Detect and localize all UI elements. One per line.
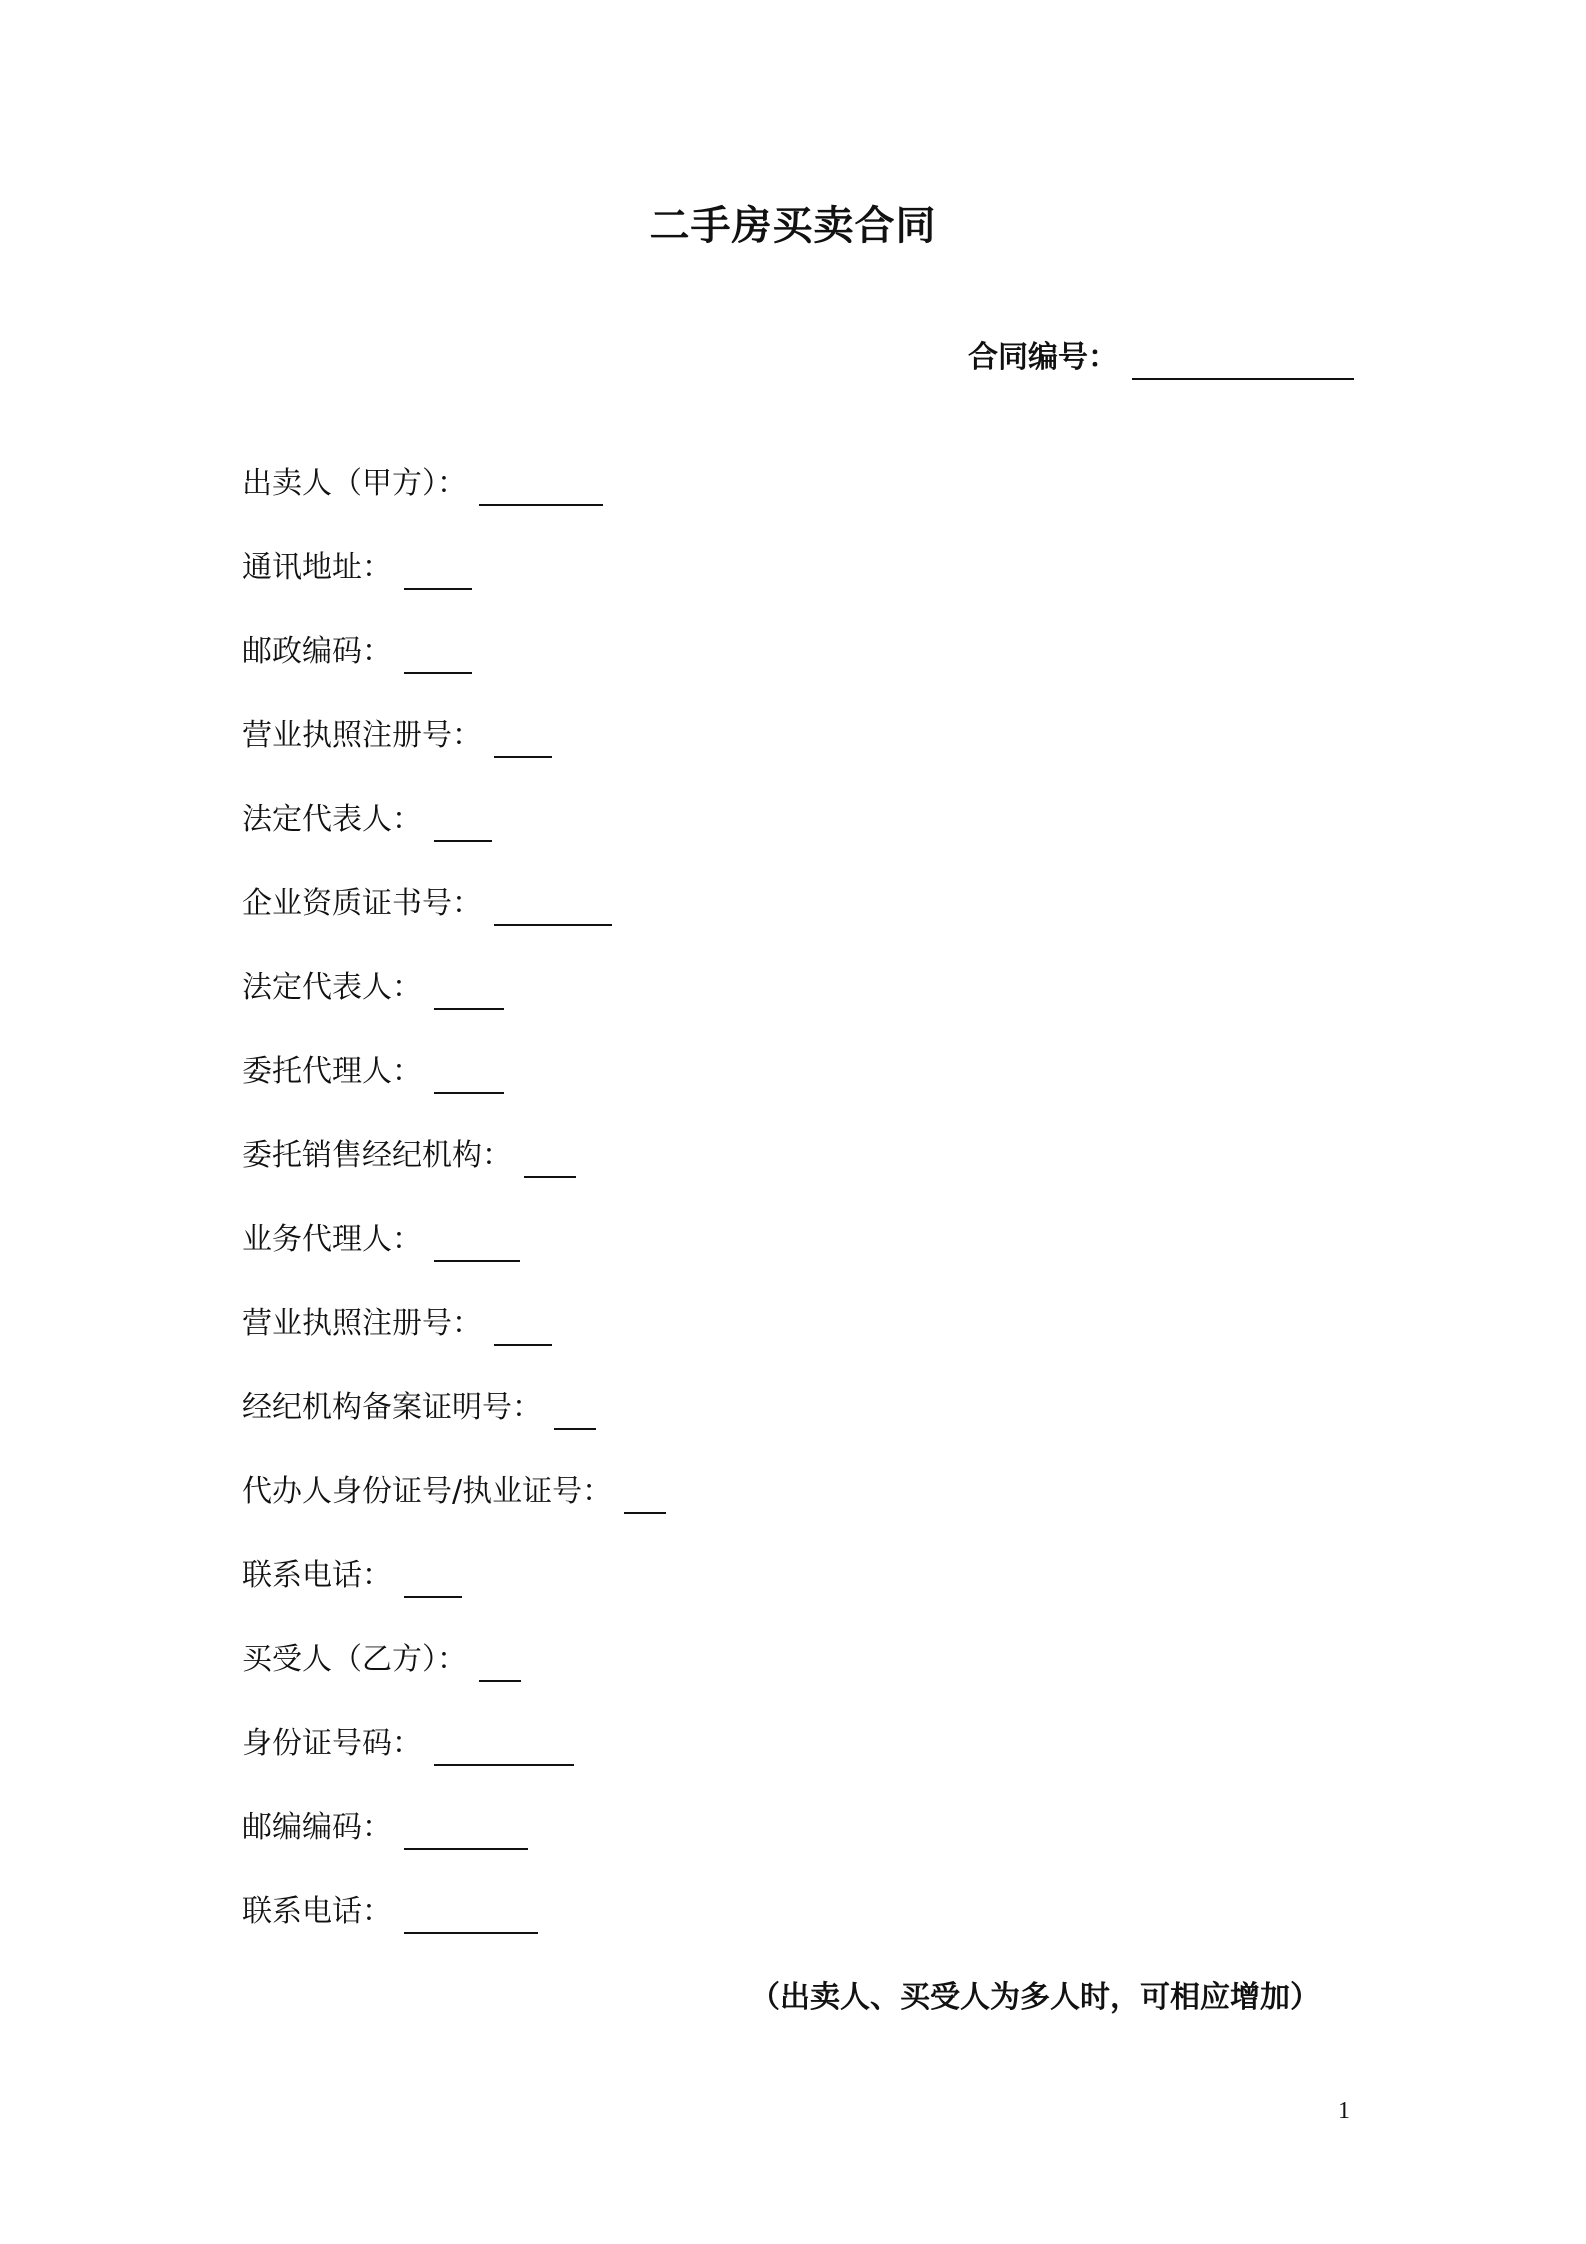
field-label: 法定代表人： [242,970,422,1005]
document-title: 二手房买卖合同 [649,203,937,249]
field-blank[interactable] [404,1562,462,1598]
field-blank[interactable] [404,638,472,674]
field-label: 营业执照注册号： [242,1306,482,1341]
field-label: 营业执照注册号： [242,718,482,753]
business-license-field-2 [242,1302,1342,1386]
field-blank[interactable] [494,1310,552,1346]
field-label: 企业资质证书号： [242,886,482,921]
field-blank[interactable] [434,1730,574,1766]
field-label: 出卖人（甲方）： [242,466,467,501]
buyer-phone-field [242,1890,1342,1974]
field-label: 通讯地址： [242,550,392,585]
qualification-certificate-field [242,882,1342,966]
contract-number-blank[interactable] [1132,344,1354,380]
field-label: 经纪机构备案证明号： [242,1390,542,1425]
field-blank[interactable] [434,1058,504,1094]
field-blank[interactable] [479,470,603,506]
business-license-field [242,714,1342,798]
field-blank[interactable] [479,1646,521,1682]
field-label: 委托代理人： [242,1054,422,1089]
field-label: 邮政编码： [242,634,392,669]
field-blank[interactable] [434,806,492,842]
buyer-postcode-field [242,1806,1342,1890]
seller-address-field [242,546,1342,630]
field-blank[interactable] [554,1394,596,1430]
agent-id-field [242,1470,1342,1554]
page-number: 1 [1338,2098,1350,2124]
field-blank[interactable] [624,1478,666,1514]
sales-brokerage-field [242,1134,1342,1218]
field-label: 委托销售经纪机构： [242,1138,512,1173]
field-blank[interactable] [494,722,552,758]
seller-postcode-field [242,630,1342,714]
field-blank[interactable] [434,1226,520,1262]
field-blank[interactable] [524,1142,576,1178]
field-blank[interactable] [404,554,472,590]
field-label: 代办人身份证号/执业证号： [242,1474,613,1509]
party-fields [242,462,1342,1974]
buyer-field [242,1638,1342,1722]
field-label: 法定代表人： [242,802,422,837]
field-label: 买受人（乙方）： [242,1642,467,1677]
field-blank[interactable] [434,974,504,1010]
legal-representative-field [242,798,1342,882]
multiple-parties-note: （出卖人、买受人为多人时，可相应增加） [750,1980,1320,2015]
field-label: 联系电话： [242,1894,392,1929]
business-agent-field [242,1218,1342,1302]
seller-phone-field [242,1554,1342,1638]
contract-number-label: 合同编号： [968,340,1118,375]
brokerage-filing-field [242,1386,1342,1470]
field-label: 联系电话： [242,1558,392,1593]
authorized-agent-field [242,1050,1342,1134]
legal-representative-field-2 [242,966,1342,1050]
seller-field [242,462,1342,546]
field-label: 业务代理人： [242,1222,422,1257]
field-blank[interactable] [494,890,612,926]
field-label: 邮编编码： [242,1810,392,1845]
field-blank[interactable] [404,1898,538,1934]
field-label: 身份证号码： [242,1726,422,1761]
field-blank[interactable] [404,1814,528,1850]
contract-number-row [968,336,1354,380]
buyer-id-field [242,1722,1342,1806]
